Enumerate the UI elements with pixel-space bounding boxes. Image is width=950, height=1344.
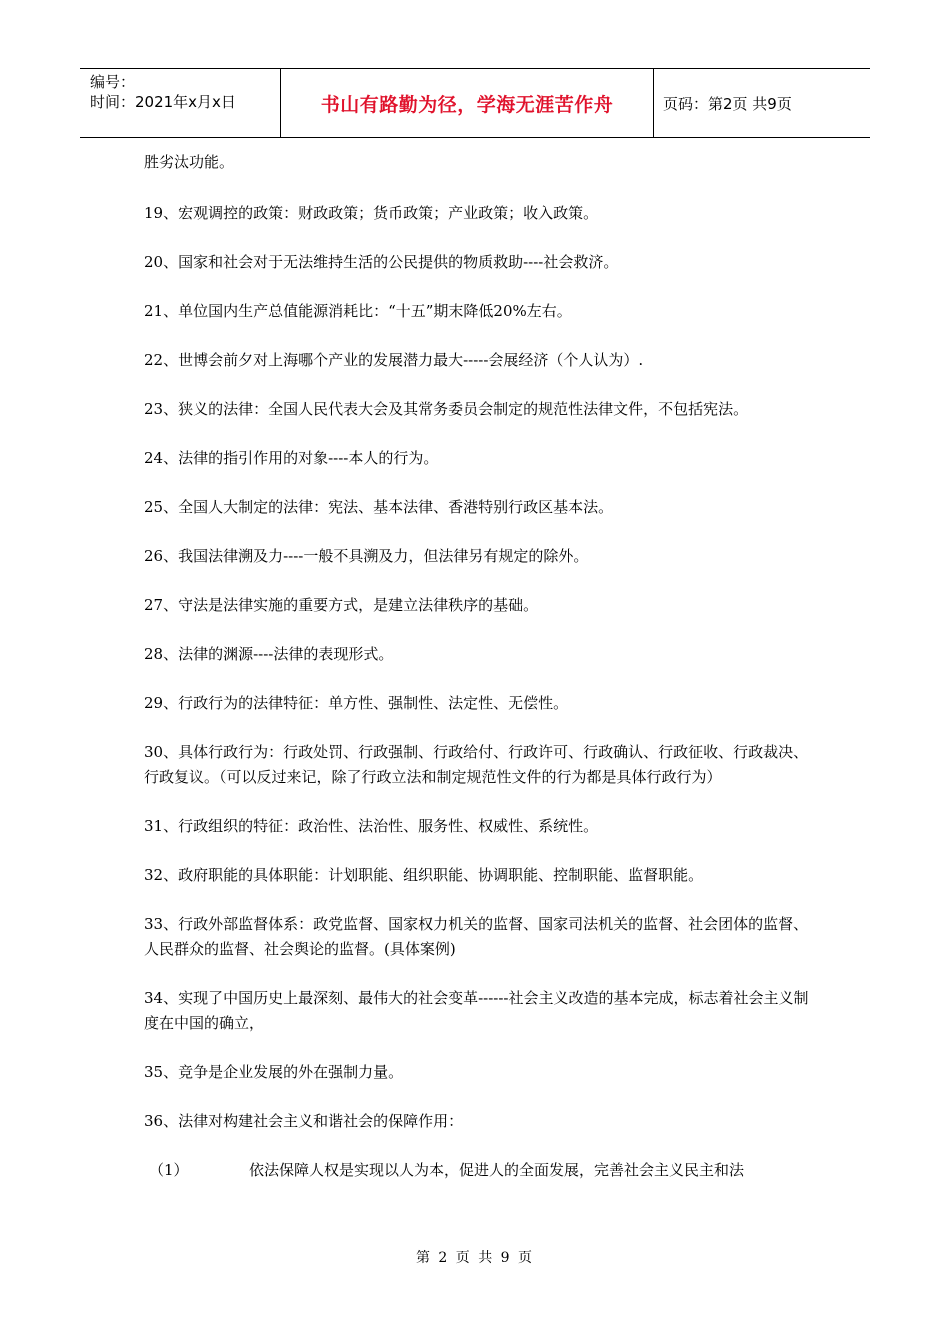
paragraph: 19、宏观调控的政策：财政政策；货币政策；产业政策；收入政策。	[144, 204, 599, 222]
sub-item	[144, 1158, 812, 1183]
sub-item-text: 依法保障人权是实现以人为本，促进人的全面发展，完善社会主义民主和法	[249, 1161, 745, 1179]
paragraph: 30、具体行政行为：行政处罚、行政强制、行政给付、行政许可、行政确认、行政征收、行政裁决、行政复议。（可以反过来记，除了行政立法和制定规范性文件的行为都是具体行政行为）	[144, 743, 809, 786]
paragraph: 31、行政组织的特征：政治性、法治性、服务性、权威性、系统性。	[144, 817, 599, 835]
paragraph: 28、法律的渊源----法律的表现形式。	[144, 645, 394, 663]
paragraph: 22、世博会前夕对上海哪个产业的发展潜力最大-----会展经济（个人认为）.	[144, 351, 644, 369]
paragraph: 32、政府职能的具体职能：计划职能、组织职能、协调职能、控制职能、监督职能。	[144, 866, 704, 884]
paragraph: 35、竞争是企业发展的外在强制力量。	[144, 1063, 404, 1081]
time-label: 时间：2021年x月x日	[90, 93, 236, 111]
serial-label: 编号：	[90, 73, 136, 91]
page-footer: 第 2 页 共 9 页	[415, 1250, 535, 1266]
sub-item-number: （1）	[149, 1161, 189, 1179]
paragraph: 33、行政外部监督体系：政党监督、国家权力机关的监督、国家司法机关的监督、社会团体的监督、人民群众的监督、社会舆论的监督。(具体案例)	[144, 915, 809, 958]
paragraph: 29、行政行为的法律特征：单方性、强制性、法定性、无偿性。	[144, 694, 569, 712]
header-page-info: 页码：第2页 共9页	[663, 94, 792, 113]
header-left-cell	[80, 69, 280, 137]
paragraph: 34、实现了中国历史上最深刻、最伟大的社会变革------社会主义改造的基本完成，标志着社会主义制度在中国的确立，	[144, 989, 809, 1032]
header-motto: 书山有路勤为径，学海无涯苦作舟	[320, 93, 614, 116]
paragraph: 36、法律对构建社会主义和谐社会的保障作用：	[144, 1112, 464, 1130]
paragraph: 25、全国人大制定的法律：宪法、基本法律、香港特别行政区基本法。	[144, 498, 614, 516]
document-header	[80, 68, 870, 138]
paragraph: 26、我国法律溯及力----一般不具溯及力，但法律另有规定的除外。	[144, 547, 589, 565]
header-right-cell	[653, 69, 870, 137]
document-body	[144, 150, 812, 1207]
paragraph: 21、单位国内生产总值能源消耗比：“十五”期末降低20%左右。	[144, 302, 572, 320]
paragraph: 27、守法是法律实施的重要方式，是建立法律秩序的基础。	[144, 596, 539, 614]
paragraph: 24、法律的指引作用的对象----本人的行为。	[144, 449, 439, 467]
header-motto-cell	[280, 69, 654, 137]
paragraph: 20、国家和社会对于无法维持生活的公民提供的物质救助----社会救济。	[144, 253, 619, 271]
paragraph: 23、狭义的法律：全国人民代表大会及其常务委员会制定的规范性法律文件，不包括宪法。	[144, 400, 749, 418]
paragraph: 胜劣汰功能。	[144, 153, 235, 171]
